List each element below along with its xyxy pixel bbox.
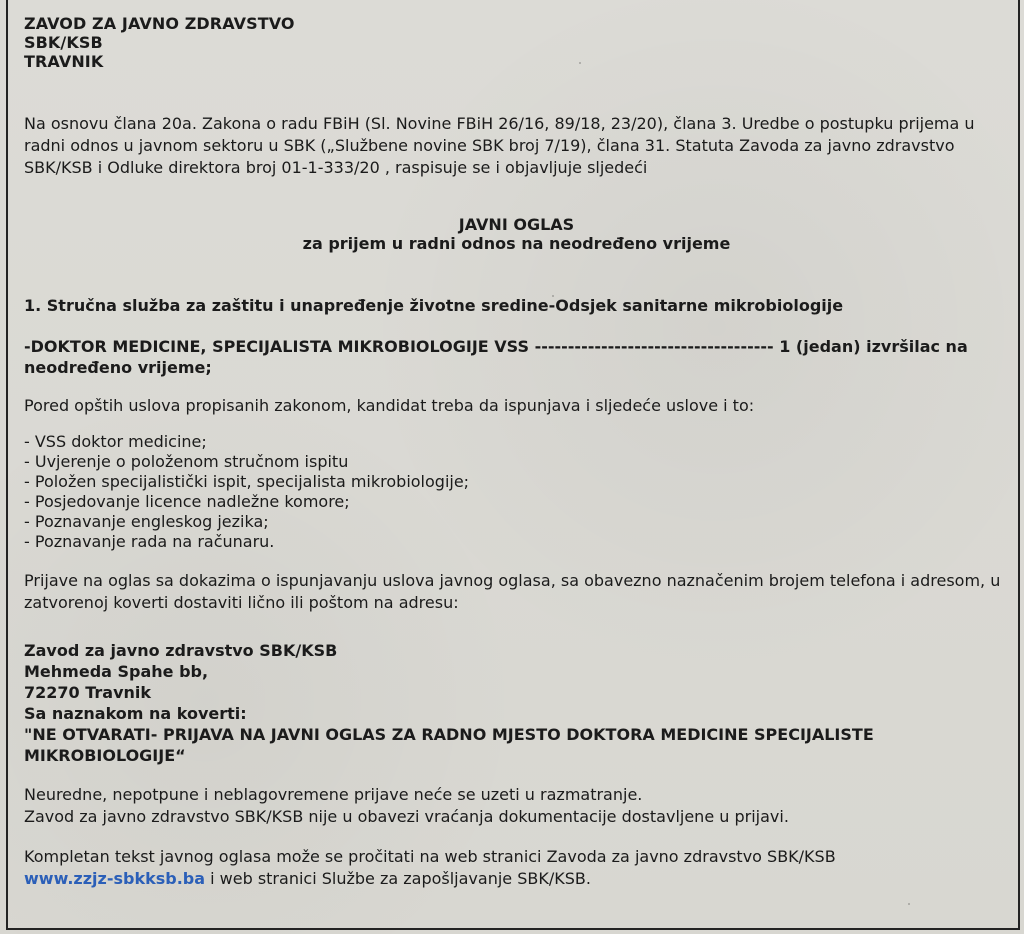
website-line [24, 868, 1009, 890]
requirement-item: - Uvjerenje o položenom stručnom ispitu [24, 452, 349, 471]
requirement-item: - Poznavanje engleskog jezika; [24, 512, 269, 531]
organization-header [24, 14, 1009, 71]
website-link[interactable]: www.zzjz-sbkksb.ba [24, 869, 206, 888]
announcement-title-block [24, 215, 1009, 253]
organization-region-line: SBK/KSB [24, 33, 103, 52]
department-heading: 1. Stručna služba za zaštitu i unapređenje životne sredine-Odsjek sanitarne mikrobiologije [24, 296, 844, 315]
requirement-item: - VSS doktor medicine; [24, 432, 207, 451]
paper-speck [908, 903, 910, 905]
organization-name-line: ZAVOD ZA JAVNO ZDRAVSTVO [24, 14, 295, 33]
requirement-item: - Poznavanje rada na računaru. [24, 532, 275, 551]
notes-block [24, 784, 1009, 828]
legal-basis-paragraph: Na osnovu člana 20a. Zakona o radu FBiH (Sl. Novine FBiH 26/16, 89/18, 23/20), člana 3. Uredbe o postupku prijema u radni odnos u javnom sektoru u SBK („Službene novine SBK broj 7/19), člana 31. Statuta Zavoda za javno zdravstvo SBK/KSB i Odluke direktora broj 01-1-333/20 , raspisuje se i objavljuje sljedeći [24, 114, 975, 177]
announcement-subtitle: za prijem u radni odnos na neodređeno vrijeme [302, 234, 731, 253]
website-line-suffix: i web stranici Službe za zapošljavanje SBK/KSB. [205, 869, 591, 888]
conditions-intro: Pored opštih uslova propisanih zakonom, kandidat treba da ispunjava i sljedeće uslove i to: [24, 396, 755, 415]
incomplete-applications-note: Neuredne, nepotpune i neblagovremene prijave neće se uzeti u razmatranje. [24, 785, 643, 804]
address-postal-city: 72270 Travnik [24, 683, 152, 702]
full-text-note: Kompletan tekst javnog oglasa može se pročitati na web stranici Zavoda za javno zdravstvo SBK/KSB [24, 847, 836, 866]
closing-block [24, 846, 1009, 890]
announcement-title: JAVNI OGLAS [458, 215, 575, 234]
organization-city-line: TRAVNIK [24, 52, 104, 71]
application-instructions: Prijave na oglas sa dokazima o ispunjavanju uslova javnog oglasa, sa obavezno naznačenim brojem telefona i adresom, u zatvorenoj koverti dostaviti lično ili poštom na adresu: [24, 571, 1001, 612]
documents-return-note: Zavod za javno zdravstvo SBK/KSB nije u obavezi vraćanja dokumentacije dostavljene u prijavi. [24, 807, 789, 826]
requirements-list [24, 432, 1009, 552]
address-street: Mehmeda Spahe bb, [24, 662, 209, 681]
requirement-item: - Posjedovanje licence nadležne komore; [24, 492, 350, 511]
address-organization: Zavod za javno zdravstvo SBK/KSB [24, 641, 338, 660]
requirement-item: - Položen specijalistički ispit, specijalista mikrobiologije; [24, 472, 470, 491]
job-ad-content [24, 14, 1009, 890]
mailing-address-block [24, 640, 1009, 766]
position-line: -DOKTOR MEDICINE, SPECIJALISTA MIKROBIOLOGIJE VSS ------------------------------------ 1 (jedan) izvršilac na neodređeno vrijeme; [24, 337, 968, 377]
envelope-note-label: Sa naznakom na koverti: [24, 704, 247, 723]
envelope-note-text: "NE OTVARATI- PRIJAVA NA JAVNI OGLAS ZA RADNO MJESTO DOKTORA MEDICINE SPECIJALISTE MIKROBIOLOGIJE“ [24, 725, 874, 765]
